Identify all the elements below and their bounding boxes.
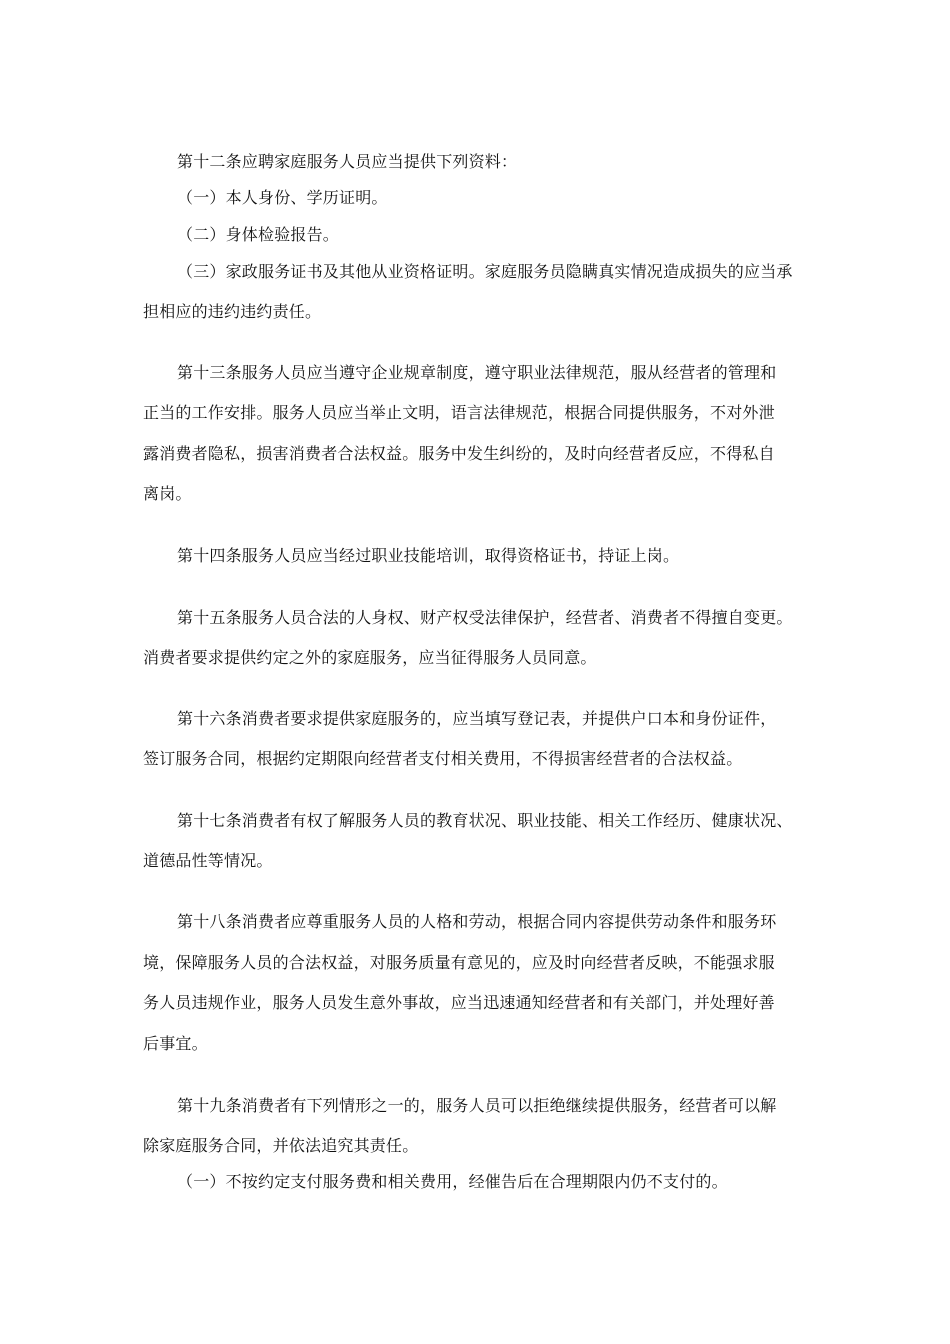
article-19-line-1: 第十九条消费者有下列情形之一的，服务人员可以拒绝继续提供服务，经营者可以解 (177, 1096, 777, 1115)
article-14-line-1: 第十四条服务人员应当经过职业技能培训，取得资格证书，持证上岗。 (177, 546, 680, 565)
article-12-item-3-line-1: （三）家政服务证书及其他从业资格证明。家庭服务员隐瞒真实情况造成损失的应当承 (177, 262, 793, 281)
article-18-line-2: 境，保障服务人员的合法权益，对服务质量有意见的，应及时向经营者反映，不能强求服 (143, 953, 775, 972)
article-13-line-1: 第十三条服务人员应当遵守企业规章制度，遵守职业法律规范，服从经营者的管理和 (177, 363, 777, 382)
article-17-line-2: 道德品性等情况。 (143, 851, 273, 870)
article-13-line-3: 露消费者隐私，损害消费者合法权益。服务中发生纠纷的，及时向经营者反应，不得私自 (143, 444, 775, 463)
article-13-line-4: 离岗。 (143, 484, 192, 503)
article-12-item-3-line-2: 担相应的违约违约责任。 (143, 302, 322, 321)
article-15-line-2: 消费者要求提供约定之外的家庭服务，应当征得服务人员同意。 (143, 648, 597, 667)
article-18-line-3: 务人员违规作业，服务人员发生意外事故，应当迅速通知经营者和有关部门，并处理好善 (143, 993, 775, 1012)
article-19-line-2: 除家庭服务合同，并依法追究其责任。 (143, 1136, 419, 1155)
article-18-line-1: 第十八条消费者应尊重服务人员的人格和劳动，根据合同内容提供劳动条件和服务环 (177, 912, 777, 931)
article-12-heading: 第十二条应聘家庭服务人员应当提供下列资料： (177, 152, 518, 171)
article-15-line-1: 第十五条服务人员合法的人身权、财产权受法律保护，经营者、消费者不得擅自变更。 (177, 608, 793, 627)
article-13-line-2: 正当的工作安排。服务人员应当举止文明，语言法律规范，根据合同提供服务，不对外泄 (143, 403, 775, 422)
article-19-item-1: （一）不按约定支付服务费和相关费用，经催告后在合理期限内仍不支付的。 (177, 1172, 728, 1191)
article-18-line-4: 后事宜。 (143, 1034, 208, 1053)
article-16-line-2: 签订服务合同，根据约定期限向经营者支付相关费用，不得损害经营者的合法权益。 (143, 749, 743, 768)
article-12-item-2: （二）身体检验报告。 (177, 225, 340, 244)
article-17-line-1: 第十七条消费者有权了解服务人员的教育状况、职业技能、相关工作经历、健康状况、 (177, 811, 793, 830)
article-16-line-1: 第十六条消费者要求提供家庭服务的，应当填写登记表，并提供户口本和身份证件， (177, 709, 777, 728)
article-12-item-1: （一）本人身份、学历证明。 (177, 188, 388, 207)
